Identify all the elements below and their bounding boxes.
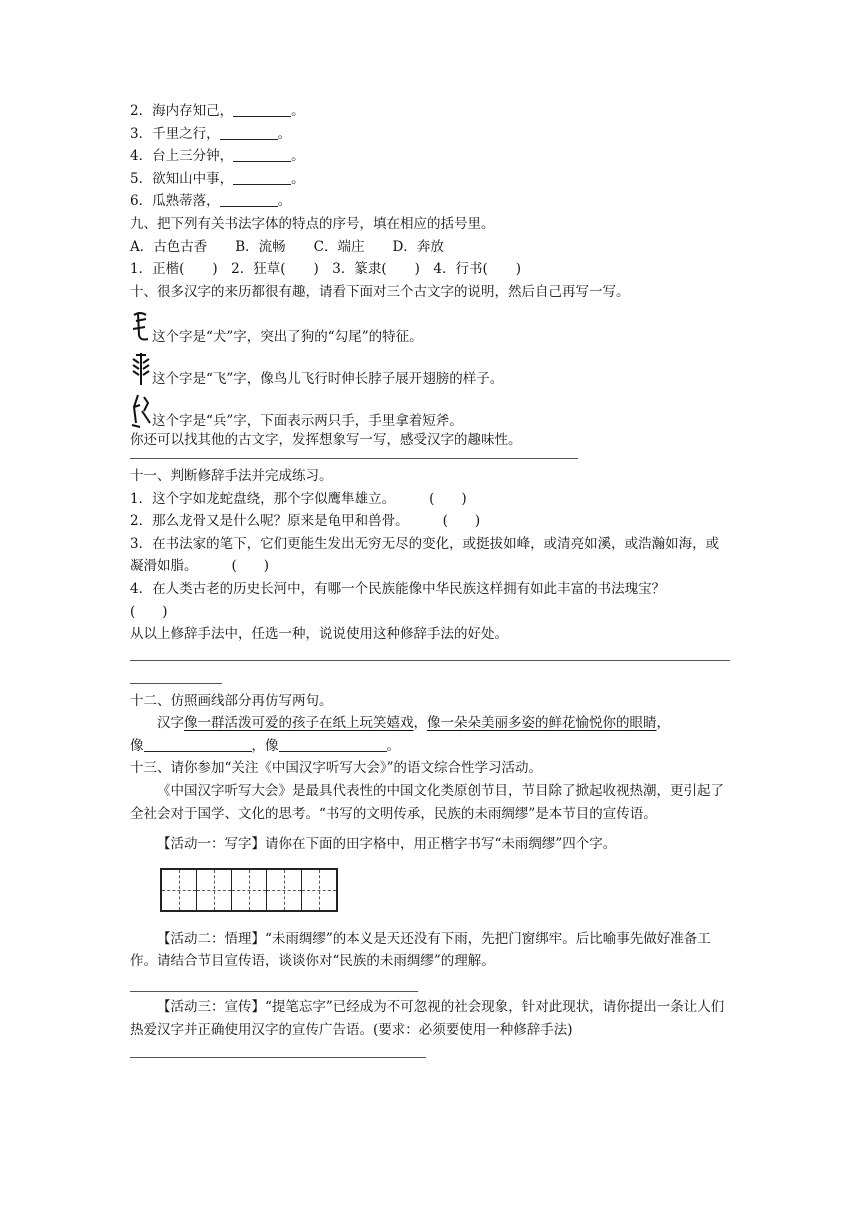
q8-item: 5．欲知山中事， 。 xyxy=(130,170,305,187)
option-d: D．奔放 xyxy=(392,238,444,255)
q13-activity-3: 【活动三：宣传】“提笔忘字”已经成为不可忽视的社会现象，针对此现状，请你提出一条让人们热爱汉字并正确使用汉字的宣传广告语。(要求：必须要使用一种修辞手法) xyxy=(130,999,725,1038)
answer-paren[interactable]: ( ) xyxy=(442,513,481,530)
q11-task: 从以上修辞手法中，任选一种，说说使用这种修辞手法的好处。 xyxy=(130,626,508,643)
answer-paren[interactable]: ( ) xyxy=(231,558,270,575)
ancient-fei-glyph-icon xyxy=(130,351,152,387)
grid-cell[interactable] xyxy=(232,870,267,910)
underlined-phrase: 像一群活泼可爱的孩子在纸上玩笑嬉戏 xyxy=(184,715,414,732)
grid-cell[interactable] xyxy=(267,870,302,910)
glyph-row-fei: 这个字是“飞”字，像鸟儿飞行时伸长脖子展开翅膀的样子。 xyxy=(130,347,730,387)
q10-title: 十、很多汉字的来历都很有趣，请看下面对三个古文字的说明，然后自己再写一写。 xyxy=(130,283,630,300)
q11-item-4-paren[interactable]: ( ) xyxy=(130,603,168,620)
answer-blank[interactable] xyxy=(144,737,252,752)
q9-items: 1．正楷( ) 2．狂草( ) 3．篆隶( ) 4．行书( ) xyxy=(130,261,522,278)
answer-line[interactable] xyxy=(130,1057,426,1058)
answer-paren[interactable]: ( ) xyxy=(429,490,467,507)
q13-intro: 《中国汉字听写大会》是最具代表性的中国文化类原创节目，节目除了掀起收视热潮，更引起了全社会对于国学、文化的思考。“书写的文明传承，民族的未雨绸缪”是本节目的宣传语。 xyxy=(130,783,724,822)
answer-blank[interactable] xyxy=(220,192,278,207)
q8-item: 6．瓜熟蒂落， 。 xyxy=(130,193,292,210)
answer-blank[interactable] xyxy=(233,170,291,185)
q8-item: 2．海内存知己， 。 xyxy=(130,103,305,119)
q11-item-1: 1．这个字如龙蛇盘绕，那个字似鹰隼雄立。 ( ) xyxy=(130,490,467,507)
q13-title: 十三、请你参加“关注《中国汉字听写大会》”的语文综合性学习活动。 xyxy=(130,760,543,777)
ancient-quan-glyph-icon xyxy=(130,309,152,345)
q8-item: 4．台上三分钟， 。 xyxy=(130,148,305,165)
worksheet xyxy=(130,100,730,1058)
q9-options xyxy=(130,236,730,259)
q11-item-3: 3．在书法家的笔下，它们更能生发出无穷无尽的变化，或挺拔如峰，或清亮如溪，或浩瀚如海，或凝滑如脂。 ( ) xyxy=(130,535,720,575)
answer-blank[interactable] xyxy=(220,125,278,140)
q8-item: 3．千里之行， 。 xyxy=(130,125,292,142)
q11-item-2: 2．那么龙骨又是什么呢？原来是龟甲和兽骨。 ( ) xyxy=(130,513,481,530)
q13-activity-2: 【活动二：悟理】“未雨绸缪”的本义是天还没有下雨，先把门窗绑牢。后比喻事先做好准备工作。请结合节目宣传语，谈谈你对“民族的未雨绸缪”的理解。 xyxy=(130,930,711,970)
glyph-row-bing: 这个字是“兵”字，下面表示两只手，手里拿着短斧。 xyxy=(130,389,730,429)
underlined-phrase: 像一朵朵美丽多姿的鲜花愉悦你的眼睛 xyxy=(427,715,657,732)
q12-fill: 像 ，像 。 xyxy=(130,737,400,754)
grid-cell[interactable] xyxy=(162,870,197,910)
grid-cell[interactable] xyxy=(197,870,232,910)
glyph-row-quan: 这个字是“犬”字，突出了狗的“勾尾”的特征。 xyxy=(130,305,730,345)
answer-line[interactable] xyxy=(130,683,222,684)
answer-line[interactable] xyxy=(130,660,730,661)
q9-title: 九、把下列有关书法字体的特点的序号，填在相应的括号里。 xyxy=(130,215,495,232)
answer-blank[interactable] xyxy=(233,147,291,162)
grid-cell[interactable] xyxy=(302,870,336,910)
answer-line[interactable] xyxy=(130,458,578,459)
q11-item-4: 4．在人类古老的历史长河中，有哪一个民族能像中华民族这样拥有如此丰富的书法瑰宝？ xyxy=(130,580,666,597)
tianzige-grid[interactable] xyxy=(160,868,338,912)
ancient-bing-glyph-icon xyxy=(130,393,152,429)
option-b: B．流畅 xyxy=(235,238,286,255)
q10-prompt: 你还可以找其他的古文字，发挥想象写一写，感受汉字的趣味性。 xyxy=(130,432,522,449)
answer-blank[interactable] xyxy=(279,737,387,752)
q12-title: 十二、仿照画线部分再仿写两句。 xyxy=(130,692,333,709)
option-c: C．端庄 xyxy=(313,238,365,255)
option-a: A．古色古香 xyxy=(130,238,208,255)
answer-line[interactable] xyxy=(130,991,418,992)
q12-example: 汉字像一群活泼可爱的孩子在纸上玩笑嬉戏，像一朵朵美丽多姿的鲜花愉悦你的眼睛， xyxy=(157,715,670,732)
q11-title: 十一、判断修辞手法并完成练习。 xyxy=(130,467,333,484)
q13-activity-1: 【活动一：写字】请你在下面的田字格中，用正楷字书写“未雨绸缪”四个字。 xyxy=(157,836,617,853)
answer-blank[interactable] xyxy=(233,102,291,117)
